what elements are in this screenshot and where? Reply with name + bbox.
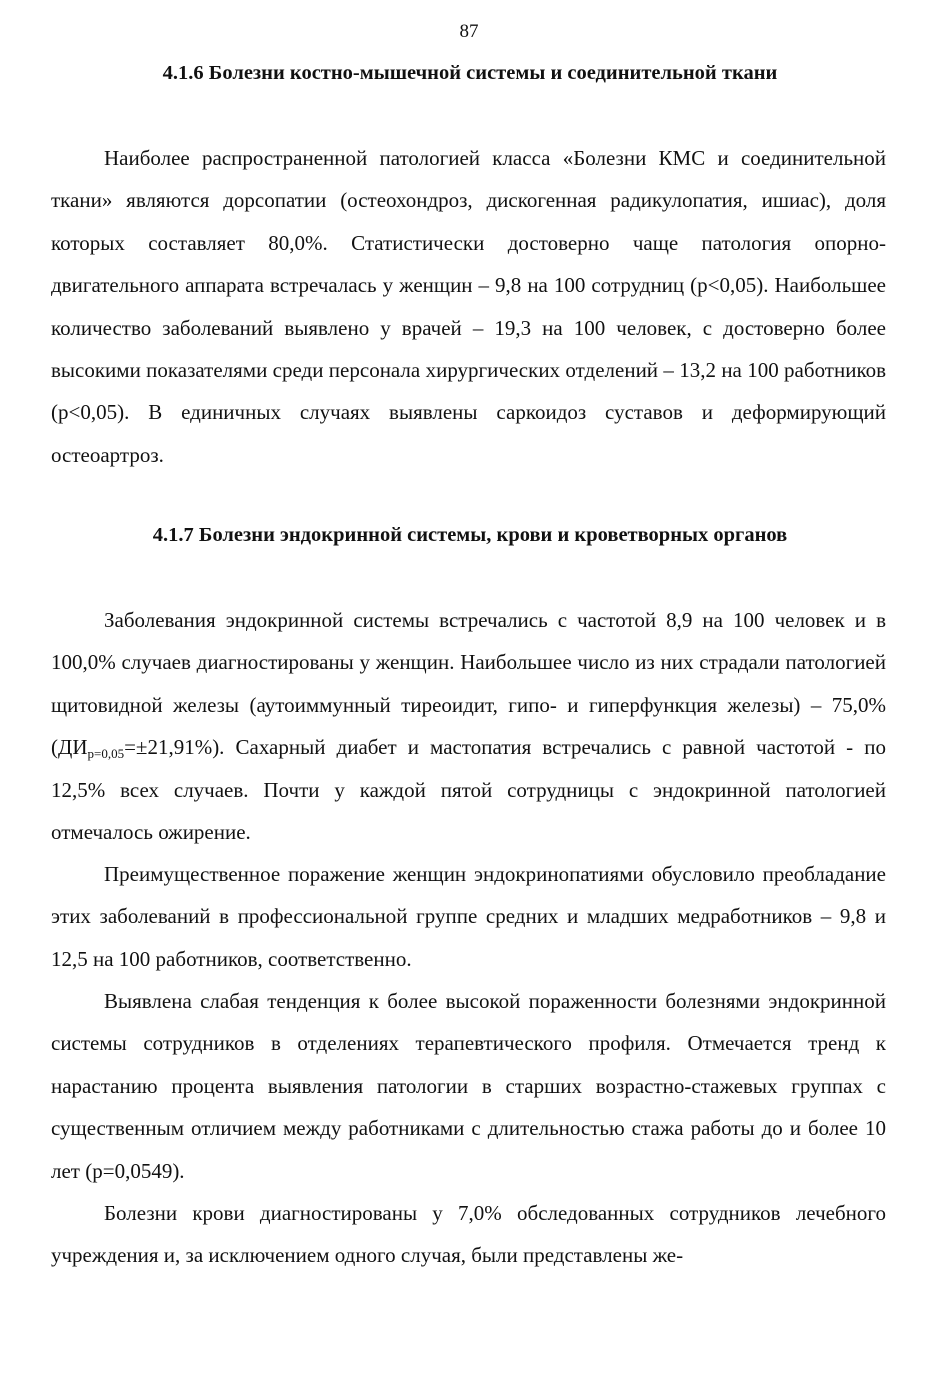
confidence-interval-subscript: р=0,05 xyxy=(87,746,125,762)
paragraph-endocrine-trend: Выявлена слабая тенденция к более высокой пораженности болезнями эндокринной системы сотрудников в отделениях терапевтического профиля. Отмечается тренд к нарастанию процента выявления патологии в старших возрастно-стажевых группах с существенным отличием между работниками с длительностью стажа работы до и более 10 лет (р=0,0549). xyxy=(51,989,886,1183)
paragraph-endocrine-frequency xyxy=(51,599,886,853)
paragraph-endocrine-text-before-ci: Заболевания эндокринной системы встречались с частотой 8,9 на 100 человек и в 100,0% случаев диагностированы у женщин. Наибольшее число из них страдали патологией щитовидной железы (аутоиммунный тиреоидит, гипо- и гиперфункция железы) – 75,0% (ДИ xyxy=(51,608,886,760)
paragraph-endocrine-text-after-ci: =±21,91%). Сахарный диабет и мастопатия встречались с равной частотой - по 12,5% всех случаев. Почти у каждой пятой сотрудницы с эндокринной патологией отмечалось ожирение. xyxy=(51,735,886,845)
paragraph-blood-diseases: Болезни крови диагностированы у 7,0% обследованных сотрудников лечебного учреждения и, за исключением одного случая, были представлены же- xyxy=(51,1201,886,1268)
page-number: 87 xyxy=(459,21,479,42)
section-heading-4-1-7: 4.1.7 Болезни эндокринной системы, крови и кроветворных органов xyxy=(152,524,788,546)
paragraph-musculoskeletal: Наиболее распространенной патологией класса «Болезни КМС и соединительной ткани» являются дорсопатии (остеохондроз, дискогенная радикулопатия, ишиас), доля которых составляет 80,0%. Статистически достоверно чаще патология опорно-двигательного аппарата встречалась у женщин – 9,8 на 100 сотрудниц (р<0,05). Наибольшее количество заболеваний выявлено у врачей – 19,3 на 100 человек, с достоверно более высокими показателями среди персонала хирургических отделений – 13,2 на 100 работников (р<0,05). В единичных случаях выявлены саркоидоз суставов и деформирующий остеоартроз. xyxy=(51,146,886,467)
section-heading-4-1-6: 4.1.6 Болезни костно-мышечной системы и соединительной ткани xyxy=(162,62,778,84)
paragraph-endocrine-women: Преимущественное поражение женщин эндокринопатиями обусловило преобладание этих заболеваний в профессиональной группе средних и младших медработников – 9,8 и 12,5 на 100 работников, соответственно. xyxy=(51,862,886,971)
